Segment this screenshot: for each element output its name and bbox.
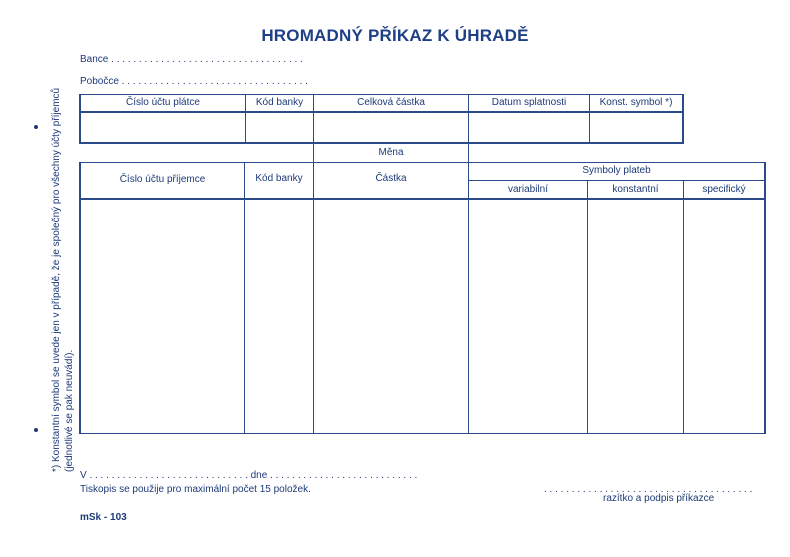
- specific-symbol-header: specifický: [702, 184, 746, 195]
- payer-account-cell[interactable]: [81, 113, 245, 142]
- constant-symbol-column[interactable]: [588, 200, 683, 433]
- payment-symbols-header: Symboly plateb: [582, 165, 651, 176]
- constant-symbol-header: Konst. symbol *): [599, 97, 673, 108]
- max-items-note: Tiskopis se použije pro maximální počet 15 položek.: [80, 484, 311, 495]
- pobocce-field[interactable]: Pobočce . . . . . . . . . . . . . . . . . . . . . . . . . . . . . . . . . .: [80, 76, 308, 87]
- recipient-bank-code-header: Kód banky: [255, 173, 303, 184]
- payer-bank-code-cell[interactable]: [246, 113, 313, 142]
- due-date-cell[interactable]: [469, 113, 589, 142]
- currency-cell[interactable]: [314, 144, 468, 162]
- form-title: HROMADNÝ PŘÍKAZ K ÚHRADĚ: [261, 26, 529, 45]
- footnote-line2: (jednotlivé se pak neuvádí).: [64, 349, 75, 472]
- currency-label: Měna: [378, 147, 404, 158]
- variable-symbol-header: variabilní: [507, 184, 549, 195]
- recipient-account-column[interactable]: [81, 200, 244, 433]
- recipient-account-header: Číslo účtu příjemce: [119, 174, 206, 185]
- bance-field[interactable]: Bance . . . . . . . . . . . . . . . . . . . . . . . . . . . . . . . . . . .: [80, 54, 303, 65]
- form-code: mSk - 103: [80, 512, 127, 523]
- signature-field[interactable]: . . . . . . . . . . . . . . . . . . . . . . . . . . . . . . . . . . . . . .: [544, 484, 753, 495]
- place-date-field[interactable]: V . . . . . . . . . . . . . . . . . . . . . . . . . . . . . dne . . . . . . . . . . . . . . . . . . . . . . . . . . .: [80, 470, 418, 481]
- payer-account-header: Číslo účtu plátce: [126, 97, 200, 108]
- footnote-line1: *) Konstantní symbol se uvede jen v případě, že je společný pro všechny účty příjemců: [51, 87, 62, 472]
- total-amount-header: Celková částka: [357, 97, 425, 108]
- amount-column[interactable]: [314, 200, 468, 433]
- payer-bank-code-header: Kód banky: [255, 97, 304, 108]
- recipient-bank-code-column[interactable]: [245, 200, 313, 433]
- variable-symbol-column[interactable]: [469, 200, 587, 433]
- signature-label: razítko a podpis příkazce: [603, 493, 715, 504]
- total-amount-cell[interactable]: [314, 113, 468, 142]
- punch-hole-top-marker: [34, 125, 38, 129]
- punch-hole-bottom-marker: [34, 428, 38, 432]
- due-date-header: Datum splatnosti: [491, 97, 567, 108]
- constant-symbol-cell[interactable]: [590, 113, 682, 142]
- specific-symbol-column[interactable]: [684, 200, 764, 433]
- constant-symbol-column-header: konstantní: [612, 184, 659, 195]
- amount-header: Částka: [375, 173, 407, 184]
